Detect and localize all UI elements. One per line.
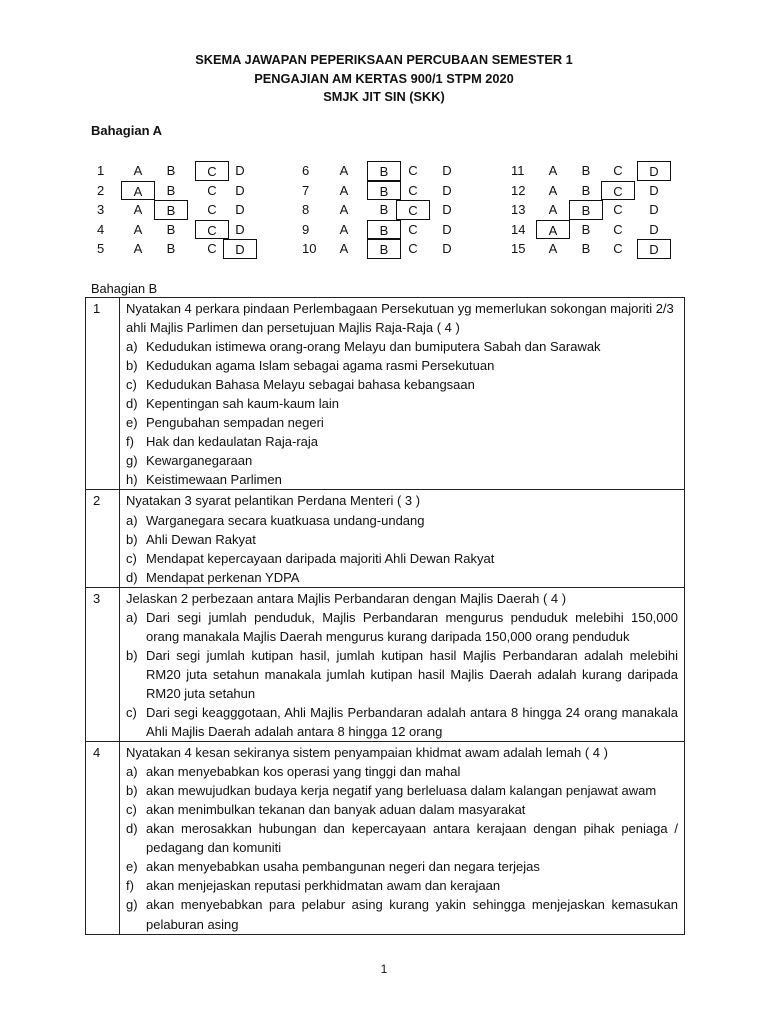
answer-point (126, 781, 678, 800)
answer-point (126, 895, 678, 933)
question-number: 2 (86, 490, 120, 587)
point-text: akan menyebabkan kos operasi yang tinggi dan mahal (146, 764, 461, 780)
question-number: 1 (86, 298, 120, 490)
answer-option: D (235, 163, 245, 178)
correct-answer-box: B (154, 200, 188, 220)
point-label: e) (126, 415, 138, 431)
answer-option: D (649, 221, 659, 237)
question-number: 11 (511, 163, 525, 178)
point-text: Warganegara secara kuatkuasa undang-undang (146, 512, 425, 528)
point-label: c) (126, 704, 137, 720)
answer-option: D (235, 182, 245, 198)
question-number: 5 (97, 241, 105, 256)
answer-point (126, 857, 678, 876)
answer-option: B (581, 182, 591, 198)
answer-point (126, 646, 678, 703)
answer-row (0, 220, 768, 240)
point-label: f) (126, 434, 134, 450)
answer-point (126, 413, 678, 432)
correct-answer-box: B (367, 239, 401, 259)
correct-answer-box: A (121, 181, 155, 201)
question-body (120, 298, 685, 490)
point-label: d) (126, 821, 138, 837)
answer-point (126, 549, 678, 568)
point-label: c) (126, 802, 137, 818)
question-number: 1 (97, 163, 105, 178)
answer-point (126, 530, 678, 549)
section-b-table (85, 297, 685, 935)
correct-answer-box: D (223, 239, 257, 259)
question-body (120, 742, 685, 934)
answer-option: C (408, 182, 418, 198)
answer-option: D (649, 182, 659, 198)
section-b-heading: Bahagian B (91, 281, 158, 296)
point-text: akan merosakkan hubungan dan kepercayaan antara kerajaan dengan pihak peniaga / pedagang dan komuniti (146, 821, 678, 856)
point-label: a) (126, 512, 138, 528)
answer-row (0, 181, 768, 201)
question-number: 14 (511, 221, 526, 237)
question-number: 2 (97, 182, 105, 198)
question-row (86, 490, 685, 587)
question-number: 12 (511, 182, 526, 198)
point-label: a) (126, 764, 138, 780)
answer-point (126, 800, 678, 819)
question-number: 15 (511, 241, 526, 256)
point-text: Dari segi jumlah penduduk, Majlis Perbandaran mengurus penduduk melebihi 150,000 orang manakala Majlis Daerah mengurus kurang daripada 150,000 orang penduduk (146, 609, 678, 644)
answer-point (126, 703, 678, 741)
correct-answer-box: D (637, 239, 671, 259)
answer-option: A (339, 182, 349, 198)
point-label: b) (126, 358, 138, 374)
answer-row (0, 239, 768, 259)
point-text: Kewarganegaraan (146, 453, 253, 469)
answer-row (0, 161, 768, 181)
point-label: h) (126, 472, 138, 488)
answer-option: A (133, 241, 143, 256)
answer-point (126, 470, 678, 489)
correct-answer-box: C (195, 220, 229, 240)
answer-point (126, 819, 678, 857)
answer-option: C (408, 163, 418, 178)
answer-option: A (339, 221, 349, 237)
answer-option: D (235, 221, 245, 237)
answer-option: B (166, 221, 176, 237)
page-number: 1 (380, 962, 388, 976)
question-number: 4 (86, 742, 120, 934)
answer-option: C (613, 241, 623, 256)
correct-answer-box: D (637, 161, 671, 181)
point-text: akan menyebabkan usaha pembangunan negeri dan negara terjejas (146, 859, 540, 875)
question-prompt: Jelaskan 2 perbezaan antara Majlis Perbandaran dengan Majlis Daerah ( 4 ) (126, 590, 567, 606)
point-label: c) (126, 550, 137, 566)
correct-answer-box: B (367, 181, 401, 201)
question-prompt: Nyatakan 4 perkara pindaan Perlembagaan Persekutuan yg memerlukan sokongan majoriti 2/3 ahli Majlis Parlimen dan persetujuan Majlis Raja-Raja ( 4 ) (126, 301, 674, 336)
answer-option: C (613, 221, 623, 237)
answer-row (0, 200, 768, 220)
point-text: Kedudukan agama Islam sebagai agama rasmi Persekutuan (146, 358, 495, 374)
document-header (0, 51, 768, 107)
answer-option: C (408, 221, 418, 237)
point-label: d) (126, 396, 138, 412)
question-row (86, 298, 685, 490)
point-label: b) (126, 647, 138, 663)
answer-point (126, 356, 678, 375)
answer-option: C (207, 241, 217, 256)
question-row (86, 587, 685, 741)
answer-option: A (133, 163, 143, 178)
point-text: Hak dan kedaulatan Raja-raja (146, 434, 318, 450)
question-number: 7 (302, 182, 310, 198)
question-body (120, 490, 685, 587)
correct-answer-box: C (396, 200, 430, 220)
point-text: akan menjejaskan reputasi perkhidmatan awam dan kerajaan (146, 878, 501, 894)
answer-option: A (548, 241, 558, 256)
point-text: Kedudukan Bahasa Melayu sebagai bahasa kebangsaan (146, 377, 475, 393)
answer-option: A (339, 241, 349, 256)
answer-point (126, 876, 678, 895)
title-line-3: SMJK JIT SIN (SKK) (323, 89, 445, 104)
correct-answer-box: C (601, 181, 635, 201)
question-prompt: Nyatakan 4 kesan sekiranya sistem penyampaian khidmat awam adalah lemah ( 4 ) (126, 745, 608, 761)
answer-point (126, 432, 678, 451)
point-text: Mendapat perkenan YDPA (146, 569, 300, 585)
point-text: Dari segi jumlah kutipan hasil, jumlah kutipan hasil Majlis Perbandaran adalah melebihi RM20 juta setahun manakala jumlah kutipan hasil Majlis Daerah adalah kurang daripada RM20 juta setahun (146, 647, 678, 701)
correct-answer-box: B (367, 220, 401, 240)
question-number: 13 (511, 202, 526, 217)
point-text: Kepentingan sah kaum-kaum lain (146, 396, 339, 412)
question-number: 6 (302, 163, 310, 178)
question-number: 10 (302, 241, 317, 256)
correct-answer-box: B (569, 200, 603, 220)
point-label: f) (126, 878, 134, 894)
point-label: a) (126, 339, 138, 355)
answer-option: D (649, 202, 659, 217)
answer-option: A (548, 182, 558, 198)
answer-option: C (207, 202, 217, 217)
question-row (86, 742, 685, 934)
question-body (120, 587, 685, 741)
point-text: Mendapat kepercayaan daripada majoriti Ahli Dewan Rakyat (146, 550, 495, 566)
answer-option: D (442, 182, 452, 198)
answer-option: D (235, 202, 245, 217)
section-a-heading: Bahagian A (91, 123, 163, 138)
answer-option: D (442, 241, 452, 256)
answer-point (126, 568, 678, 587)
answer-option: B (166, 241, 176, 256)
answer-option: C (408, 241, 418, 256)
point-text: akan menimbulkan tekanan dan banyak aduan dalam masyarakat (146, 802, 526, 818)
answer-point (126, 608, 678, 646)
answer-option: A (548, 163, 558, 178)
point-label: g) (126, 897, 138, 913)
point-label: g) (126, 453, 138, 469)
correct-answer-box: B (367, 161, 401, 181)
point-label: a) (126, 609, 138, 625)
point-label: c) (126, 377, 137, 393)
question-number: 4 (97, 221, 105, 237)
answer-option: A (339, 163, 349, 178)
answer-point (126, 337, 678, 356)
point-label: b) (126, 531, 138, 547)
answer-point (126, 451, 678, 470)
point-label: d) (126, 569, 138, 585)
point-text: akan menyebabkan para pelabur asing kurang yakin sehingga menjejaskan kemasukan pelaburan asing (146, 897, 678, 932)
question-number: 3 (86, 587, 120, 741)
answer-option: B (581, 241, 591, 256)
question-number: 8 (302, 202, 310, 217)
answer-key-grid (0, 161, 768, 261)
answer-option: B (581, 221, 591, 237)
answer-option: B (379, 202, 389, 217)
answer-option: C (613, 202, 623, 217)
answer-option: A (339, 202, 349, 217)
correct-answer-box: C (195, 161, 229, 181)
answer-option: A (133, 221, 143, 237)
point-label: b) (126, 783, 138, 799)
point-text: Keistimewaan Parlimen (146, 472, 282, 488)
answer-point (126, 511, 678, 530)
answer-point (126, 394, 678, 413)
answer-point (126, 375, 678, 394)
answer-point (126, 762, 678, 781)
point-text: Dari segi keagggotaan, Ahli Majlis Perbandaran adalah antara 8 hingga 24 orang manakala Ahli Majlis Daerah adalah antara 8 hingga 12 orang (146, 704, 678, 740)
point-text: Kedudukan istimewa orang-orang Melayu dan bumiputera Sabah dan Sarawak (146, 339, 601, 355)
point-label: e) (126, 859, 138, 875)
point-text: Ahli Dewan Rakyat (146, 531, 256, 547)
answer-option: D (442, 202, 452, 217)
answer-option: D (442, 163, 452, 178)
answer-option: B (581, 163, 591, 178)
question-number: 9 (302, 221, 310, 237)
point-text: akan mewujudkan budaya kerja negatif yang berleluasa dalam kalangan penjawat awam (146, 783, 657, 799)
question-prompt: Nyatakan 3 syarat pelantikan Perdana Menteri ( 3 ) (126, 493, 421, 509)
answer-option: C (613, 163, 623, 178)
answer-option: A (548, 202, 558, 217)
title-line-1: SKEMA JAWAPAN PEPERIKSAAN PERCUBAAN SEMESTER 1 (195, 52, 573, 67)
question-number: 3 (97, 202, 105, 217)
correct-answer-box: A (536, 220, 570, 240)
answer-option: C (207, 182, 217, 198)
answer-option: A (133, 202, 143, 217)
answer-option: D (442, 221, 452, 237)
answer-option: B (166, 182, 176, 198)
title-line-2: PENGAJIAN AM KERTAS 900/1 STPM 2020 (254, 70, 514, 86)
point-text: Pengubahan sempadan negeri (146, 415, 324, 431)
answer-option: B (166, 163, 176, 178)
